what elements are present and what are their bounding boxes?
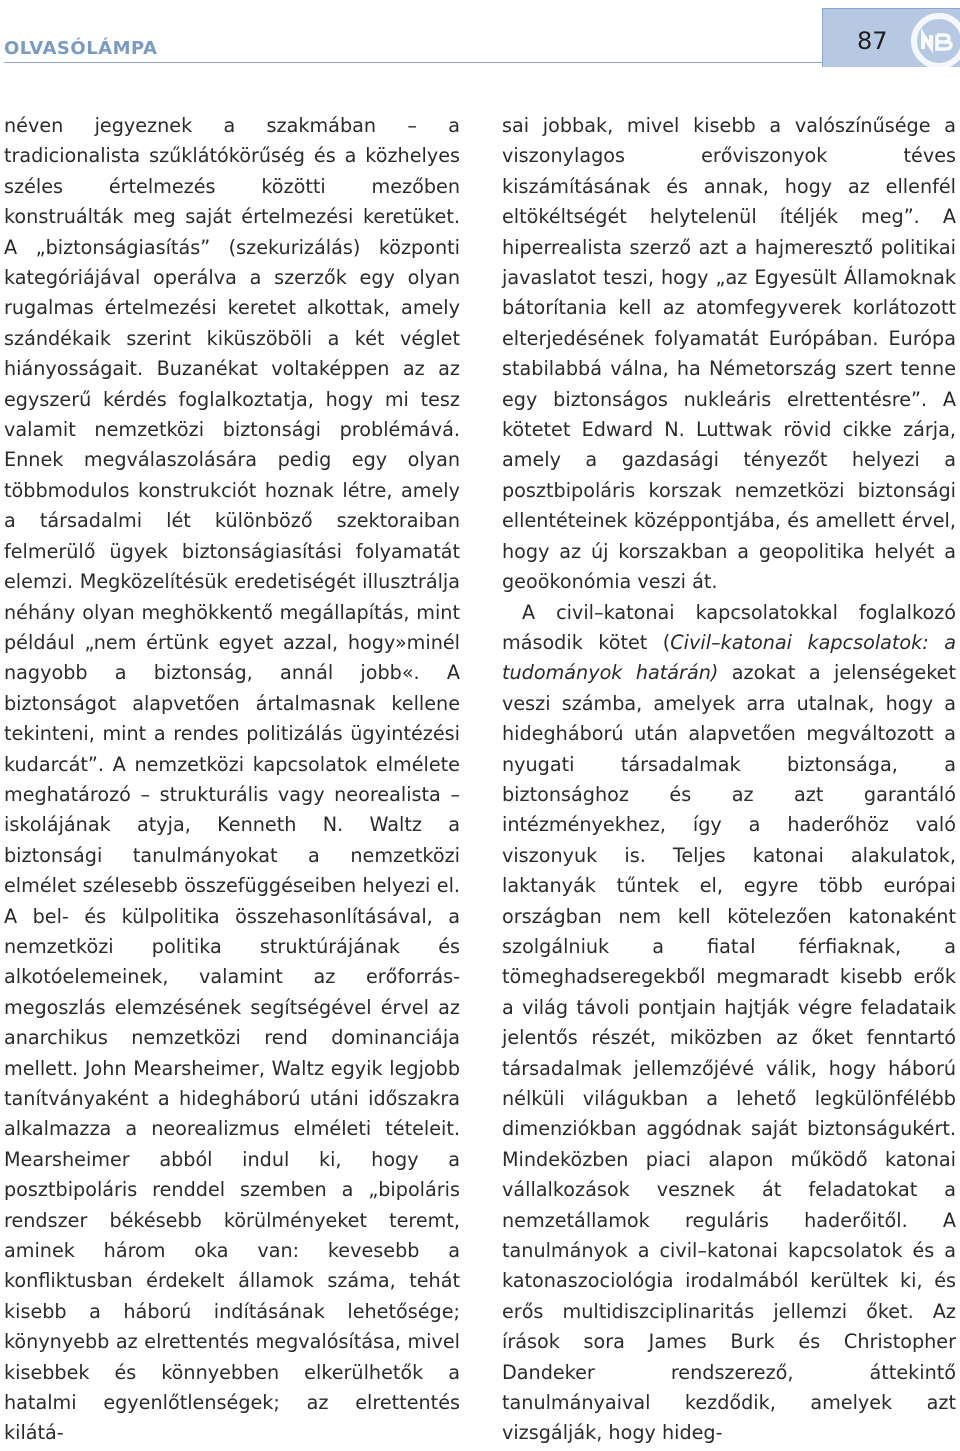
- page-number-box: [822, 8, 960, 67]
- page-header: [0, 0, 960, 70]
- right-paragraph-1: sai jobbak, mivel kisebb a valószínűsége a viszonylagos erőviszonyok téves kiszámításának és annak, hogy az ellenfél eltökéltségét helytelenül ítéljék meg”. A hiperrealista szerző azt a hajmeresztő politikai javaslatot teszi, hogy „az Egyesült Államoknak bátorítania kell az atomfegyverek korlátozott elterjedésének folyamatát Európában. Európa stabilabbá válna, ha Németország szert tenne egy biztonságos nukleáris elrettentésre”. A kötetet Edward N. Luttwak rövid cikke zárja, amely a gazdasági tényezőt helyezi a posztbipoláris korszak nemzetközi biztonsági ellentéteinek középpontjába, és amellett érvel, hogy az új korszakban a geopolitika helyét a geoökonómia veszi át.: [502, 114, 956, 594]
- book-title: Civil–katonai kapcsolatok: a tudományok határán): [502, 630, 956, 685]
- right-column: [502, 111, 956, 1449]
- paragraph-2-lead: A civil–katonai kapcsolatokkal foglalkozó második kötet (: [502, 600, 956, 654]
- nb-logo-icon: [909, 11, 960, 67]
- left-column: [4, 111, 460, 1449]
- right-paragraph-2: [502, 598, 956, 1449]
- left-paragraph: néven jegyeznek a szakmában – a tradicionalista szűklátókörűség és a közhelyes széles értelmezés közötti mezőben konstruálták meg saját értelmezési keretüket. A „biztonságiasítás” (szekurizálás) központi kategóriájával operálva a szerzők egy olyan rugalmas értelmezési keretet alkottak, amely szándékaik szerint kiküszöböli a két véglet hiányosságait. Buzanékat voltaképpen az az egyszerű kérdés foglalkoztatja, hogy mi tesz valamit nemzetközi biztonsági problémává. Ennek megválaszolására pedig egy olyan többmodulos konstrukciót hoznak létre, amely a társadalmi lét különböző szektoraiban felmerülő ügyek biztonságiasítási folyamatát elemzi. Megközelítésük eredetiségét illusztrálja néhány olyan meghökkentő megállapítás, mint például „nem értünk egyet azzal, hogy»minél nagyobb a biztonság, annál jobb«. A biztonságot alapvetően ártalmasnak kellene tekinteni, mint a rendes politizálás ügyintézési kudarcát”. A nemzetközi kapcsolatok elmélete meghatározó – strukturális vagy neorealista – iskolájának atyja, Kenneth N. Waltz a biztonsági tanulmányokat a nemzetközi elmélet szélesebb összefüggéseiben helyezi el. A bel- és külpolitika összehasonlításával, a nemzetközi politika struktúrájának és alkotóelemeinek, valamint az erőforrás-megoszlás elemzésének segítségével érvel az anarchikus nemzetközi rend dominanciája mellett. John Mearsheimer, Waltz egyik legjobb tanítványaként a hidegháború utáni időszakra alkalmazza a neorealizmus elméleti tételeit. Mearsheimer abból indul ki, hogy a posztbipoláris renddel szemben a „bipoláris rendszer békésebb körülményeket teremt, aminek három oka van: kevesebb a konfliktusban érdekelt államok száma, tehát kisebb a háború indításának lehetősége; könynyebb az elrettentés megvalósítása, mivel kisebbek és könnyebben elkerülhetők a hatalmi egyenlőtlenségek; az elrettentés kilátá-: [4, 114, 460, 1445]
- section-title: OLVASÓLÁMPA: [4, 38, 158, 59]
- paragraph-2-body: azokat a jelenségeket veszi számba, amelyek arra utalnak, hogy a hidegháború után alapvetően megváltozott a nyugati társadalmak biztonsága, a biztonsághoz és az azt garantáló intézményekhez, így a haderőhöz való viszonyuk is. Teljes katonai alakulatok, laktanyák tűntek el, egyre több európai országban nem kell kötelezően katonaként szolgálniuk a fiatal férfiaknak, a tömeghadseregekből megmaradt kisebb erők a világ távoli pontjain hajtják végre feladataik jelentős részét, miközben az őket fenntartó társadalmak jellemzőjévé válik, hogy háború nélküli világukban a lehető legkülönfélébb dimenziókban aggódnak saját biztonságukért. Mindeközben piaci alapon működő katonai vállalkozások vesznek át feladatokat a nemzetállamok reguláris haderőitől. A tanulmányok a civil–katonai kapcsolatok és a katonaszociológia irodalmából kerültek ki, és erős multidiszciplinaritás jellemzi őket. Az írások sora James Burk és Christopher Dandeker rendszerező, áttekintő tanulmányaival kezdődik, amelyek azt vizsgálják, hogy hideg-: [502, 661, 956, 1445]
- page-number: 87: [857, 27, 888, 55]
- header-rule: [4, 62, 824, 63]
